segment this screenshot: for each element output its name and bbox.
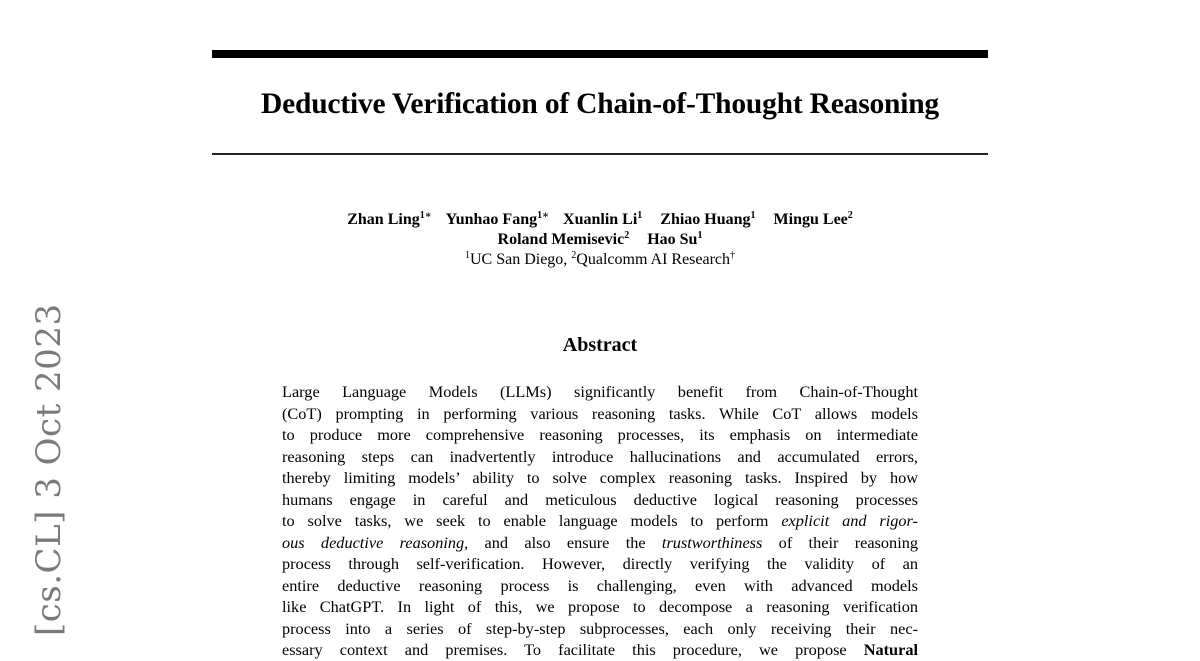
affiliations: $^1$UC San Diego, $^2$Qualcomm AI Research† <box>464 250 736 268</box>
paper-title: Deductive Verification of Chain-of-Thought Reasoning <box>261 88 939 120</box>
author: Yunhao Fang$^{1∗}$ <box>445 210 550 228</box>
arxiv-stamp: [cs.CL] 3 Oct 2023 <box>29 303 69 636</box>
abstract-line: to produce more comprehensive reasoning processes, its emphasis on intermediate <box>282 425 918 444</box>
abstract-line: thereby limiting models’ ability to solve complex reasoning tasks. Inspired by how <box>282 468 918 487</box>
title-bottom-rule <box>212 153 988 155</box>
abstract-line: Large Language Models (LLMs) significantly benefit from Chain-of-Thought <box>282 382 918 401</box>
author-block <box>212 210 988 270</box>
author: Hao Su$^1$ <box>647 230 703 248</box>
abstract-heading: Abstract <box>562 334 638 356</box>
abstract-line: like ChatGPT. In light of this, we propose to decompose a reasoning verification <box>282 597 918 616</box>
abstract-line: humans engage in careful and meticulous deductive logical reasoning processes <box>282 489 918 509</box>
abstract-line: reasoning steps can inadvertently introduce hallucinations and accumulated errors, <box>282 446 918 466</box>
abstract-line: to solve tasks, we seek to enable language models to perform explicit and rigor- <box>282 511 918 530</box>
abstract-line: essary context and premises. To facilitate this procedure, we propose Natural <box>282 640 918 659</box>
authors-row-2 <box>212 230 988 250</box>
title-top-rule <box>212 50 988 58</box>
author: Xuanlin Li$^1$ <box>563 210 643 228</box>
author: Mingu Lee$^2$ <box>773 210 853 228</box>
abstract-line: entire deductive reasoning process is challenging, even with advanced models <box>282 575 918 595</box>
author: Roland Memisevic$^2$ <box>497 230 630 248</box>
author: Zhan Ling$^{1∗}$ <box>347 210 432 228</box>
abstract-line: ous deductive reasoning, and also ensure the trustworthiness of their reasoning <box>282 532 919 552</box>
abstract-line: (CoT) prompting in performing various reasoning tasks. While CoT allows models <box>282 403 918 423</box>
abstract-line: process into a series of step-by-step subprocesses, each only receiving their nec- <box>282 618 918 638</box>
abstract-body <box>282 381 918 661</box>
author: Zhiao Huang$^1$ <box>660 210 756 228</box>
abstract-line: process through self-verification. However, directly verifying the validity of an <box>282 554 918 573</box>
authors-row-1 <box>212 210 988 230</box>
